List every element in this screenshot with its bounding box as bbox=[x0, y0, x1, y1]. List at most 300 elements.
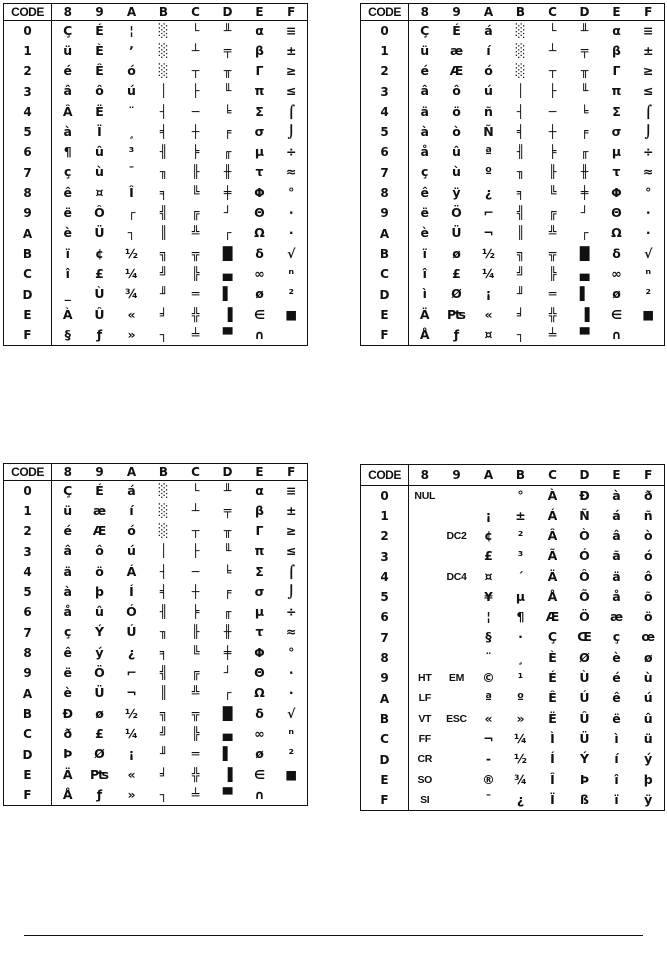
row-code: A bbox=[4, 683, 52, 703]
row-code: 1 bbox=[361, 41, 409, 61]
char-cell: ▐ bbox=[579, 306, 590, 322]
char-cell: ╠ bbox=[548, 265, 557, 281]
char-cell: ╞ bbox=[191, 144, 200, 160]
char-cell bbox=[409, 567, 441, 587]
char-cell: ╡ bbox=[516, 123, 525, 139]
char-cell: Ù bbox=[579, 670, 590, 686]
char-cell: ⌠ bbox=[287, 103, 296, 119]
char-cell bbox=[409, 526, 441, 546]
char-cell: ┐ bbox=[516, 326, 525, 342]
char-cell: ë bbox=[420, 205, 429, 221]
char-cell: Ω bbox=[254, 685, 265, 701]
char-cell: ó bbox=[127, 62, 136, 78]
char-cell: ╣ bbox=[159, 665, 168, 681]
char-cell: ╗ bbox=[159, 245, 168, 261]
char-cell: ï bbox=[65, 245, 70, 261]
char-cell bbox=[409, 628, 441, 648]
char-cell: ¸ bbox=[128, 123, 135, 139]
char-cell: ç bbox=[421, 164, 429, 180]
char-cell: ° bbox=[288, 644, 295, 660]
char-cell: Ü bbox=[94, 225, 105, 241]
char-cell: ≡ bbox=[286, 482, 297, 498]
char-cell: ╒ bbox=[223, 123, 232, 139]
char-cell: Á bbox=[126, 563, 137, 579]
table-row bbox=[361, 203, 665, 223]
char-cell: ß bbox=[580, 791, 589, 807]
char-cell: √ bbox=[644, 245, 653, 261]
table-row bbox=[4, 61, 308, 81]
table-row bbox=[4, 683, 308, 703]
char-cell: Ø bbox=[579, 649, 590, 665]
char-cell: Ú bbox=[126, 624, 137, 640]
char-cell: É bbox=[548, 670, 557, 686]
row-code: F bbox=[361, 325, 409, 345]
char-cell: ¡ bbox=[485, 507, 492, 523]
char-cell: ¶ bbox=[516, 609, 525, 625]
row-code: 1 bbox=[361, 506, 409, 526]
char-cell: ∙ bbox=[645, 205, 651, 221]
char-cell: Ø bbox=[451, 286, 462, 302]
table-row bbox=[361, 709, 665, 729]
char-cell: þ bbox=[95, 583, 104, 599]
char-cell bbox=[633, 325, 665, 345]
column-header: 9 bbox=[441, 4, 473, 21]
code-table-4 bbox=[360, 464, 665, 811]
char-cell: ┘ bbox=[580, 205, 589, 221]
char-cell: Î bbox=[550, 771, 555, 787]
char-cell: ó bbox=[643, 548, 653, 564]
column-header: C bbox=[537, 465, 569, 486]
char-cell: ╦ bbox=[191, 705, 200, 721]
char-cell: Þ bbox=[63, 746, 73, 762]
char-cell: ¿ bbox=[516, 791, 525, 807]
char-cell: « bbox=[127, 766, 136, 782]
table-row bbox=[4, 724, 308, 744]
char-cell: Û bbox=[94, 306, 105, 322]
char-cell: ¾ bbox=[514, 771, 527, 787]
char-cell: ╛ bbox=[159, 766, 168, 782]
table-row bbox=[4, 102, 308, 122]
char-cell: ʼ bbox=[129, 42, 134, 58]
char-cell: ð bbox=[63, 725, 73, 741]
char-cell: â bbox=[63, 543, 72, 559]
char-cell: ø bbox=[612, 286, 621, 302]
char-cell: ± bbox=[515, 507, 526, 523]
char-cell: ê bbox=[63, 184, 72, 200]
char-cell: Ω bbox=[611, 225, 622, 241]
char-cell: ƒ bbox=[453, 326, 460, 342]
column-header: 8 bbox=[409, 465, 441, 486]
table-row bbox=[361, 244, 665, 264]
char-cell bbox=[409, 546, 441, 566]
char-cell: ¬ bbox=[483, 225, 494, 241]
char-cell: ó bbox=[484, 62, 493, 78]
char-cell: ÷ bbox=[643, 144, 654, 160]
row-code: 1 bbox=[4, 41, 52, 61]
char-cell: ý bbox=[644, 751, 653, 767]
char-cell: ╘ bbox=[223, 563, 232, 579]
char-cell: ∞ bbox=[254, 265, 265, 281]
char-cell: δ bbox=[255, 245, 264, 261]
row-code: E bbox=[361, 305, 409, 325]
char-cell: § bbox=[64, 326, 71, 342]
table-row bbox=[4, 785, 308, 805]
char-cell: è bbox=[63, 225, 72, 241]
char-cell: ¡ bbox=[128, 746, 135, 762]
char-cell: ░ bbox=[158, 22, 169, 38]
char-cell: ╡ bbox=[159, 583, 168, 599]
char-cell: ░ bbox=[515, 42, 526, 58]
char-cell: ╥ bbox=[580, 62, 589, 78]
row-code: 2 bbox=[4, 521, 52, 541]
char-cell: Ü bbox=[579, 730, 590, 746]
char-cell: Á bbox=[547, 507, 558, 523]
char-cell: ï bbox=[422, 245, 427, 261]
column-header: F bbox=[276, 464, 308, 481]
char-cell: ╥ bbox=[223, 62, 232, 78]
char-cell: ≈ bbox=[286, 164, 297, 180]
row-code: A bbox=[4, 223, 52, 243]
char-cell: └ bbox=[191, 482, 200, 498]
char-cell: á bbox=[612, 507, 621, 523]
char-cell: ê bbox=[612, 690, 621, 706]
char-cell: ó bbox=[127, 522, 136, 538]
char-cell: ├ bbox=[191, 83, 200, 99]
char-cell: ½ bbox=[514, 751, 527, 767]
char-cell: ─ bbox=[548, 103, 557, 119]
char-cell: ê bbox=[63, 644, 72, 660]
char-cell: æ bbox=[609, 609, 624, 625]
table-row bbox=[361, 546, 665, 566]
char-cell: δ bbox=[612, 245, 621, 261]
char-cell: Ü bbox=[94, 685, 105, 701]
char-cell: ö bbox=[452, 103, 461, 119]
char-cell: ╛ bbox=[516, 306, 525, 322]
column-header: A bbox=[473, 465, 505, 486]
char-cell: Ç bbox=[420, 22, 430, 38]
row-code: 6 bbox=[4, 602, 52, 622]
char-cell: ╟ bbox=[191, 624, 200, 640]
char-cell: â bbox=[63, 83, 72, 99]
char-cell: ╜ bbox=[159, 746, 168, 762]
char-cell: À bbox=[547, 487, 558, 503]
char-cell: ¼ bbox=[125, 265, 138, 281]
char-cell: « bbox=[127, 306, 136, 322]
table-row bbox=[361, 183, 665, 203]
char-cell: Æ bbox=[449, 62, 464, 78]
char-cell: ò bbox=[452, 123, 461, 139]
row-code: 0 bbox=[4, 481, 52, 501]
char-cell: ─ bbox=[191, 563, 200, 579]
char-cell: µ bbox=[254, 604, 265, 620]
char-cell: ╞ bbox=[191, 604, 200, 620]
char-cell: ╒ bbox=[223, 583, 232, 599]
row-code: C bbox=[361, 264, 409, 284]
char-cell: ▄ bbox=[222, 725, 233, 741]
char-cell: £ bbox=[95, 265, 104, 281]
char-cell: « bbox=[484, 710, 493, 726]
char-cell: ╢ bbox=[159, 604, 168, 620]
char-cell: Ï bbox=[550, 791, 555, 807]
char-cell: ã bbox=[612, 548, 621, 564]
char-cell: É bbox=[452, 22, 461, 38]
row-code: C bbox=[4, 724, 52, 744]
char-cell: ┌ bbox=[127, 205, 136, 221]
char-cell bbox=[441, 770, 473, 790]
char-cell: · bbox=[645, 225, 651, 241]
row-code: 0 bbox=[361, 486, 409, 506]
char-cell: ¡ bbox=[485, 286, 492, 302]
char-cell bbox=[409, 648, 441, 668]
char-cell: ╩ bbox=[191, 225, 200, 241]
char-cell: π bbox=[254, 543, 265, 559]
char-cell: û bbox=[643, 710, 653, 726]
char-cell: Θ bbox=[611, 205, 622, 221]
char-cell: ≥ bbox=[643, 62, 654, 78]
column-header: D bbox=[569, 465, 601, 486]
row-code: 9 bbox=[4, 203, 52, 223]
char-cell: É bbox=[95, 482, 104, 498]
char-cell: ╬ bbox=[548, 306, 557, 322]
code-header: CODE bbox=[361, 4, 409, 21]
char-cell: þ bbox=[643, 771, 653, 787]
char-cell: ▌ bbox=[222, 746, 233, 762]
table-row bbox=[361, 163, 665, 183]
char-cell bbox=[441, 648, 473, 668]
char-cell: ∞ bbox=[611, 265, 622, 281]
code-header: CODE bbox=[361, 465, 409, 486]
char-cell: Ç bbox=[63, 482, 73, 498]
char-cell: ▌ bbox=[579, 286, 590, 302]
char-cell: Ó bbox=[579, 548, 590, 564]
char-cell: ô bbox=[95, 543, 104, 559]
char-cell: ¥ bbox=[484, 588, 493, 604]
table-row bbox=[361, 21, 665, 41]
char-cell: « bbox=[484, 306, 493, 322]
char-cell: _ bbox=[64, 286, 71, 302]
char-cell: ô bbox=[452, 83, 461, 99]
row-code: 4 bbox=[4, 102, 52, 122]
row-code: F bbox=[361, 790, 409, 810]
table-row bbox=[4, 325, 308, 345]
row-code: C bbox=[4, 264, 52, 284]
char-cell: ⌠ bbox=[287, 563, 296, 579]
char-cell: Ê bbox=[548, 690, 557, 706]
column-header: 8 bbox=[52, 4, 84, 21]
char-cell: Ñ bbox=[579, 507, 590, 523]
char-cell: ⌠ bbox=[644, 103, 653, 119]
char-cell: ü bbox=[63, 42, 73, 58]
char-cell: ╢ bbox=[159, 144, 168, 160]
char-cell: │ bbox=[159, 83, 168, 99]
char-cell: Ö bbox=[94, 665, 105, 681]
char-cell: ▐ bbox=[222, 766, 233, 782]
code-header: CODE bbox=[4, 4, 52, 21]
row-code: 0 bbox=[361, 21, 409, 41]
char-cell: Ù bbox=[94, 286, 105, 302]
char-cell: û bbox=[95, 604, 104, 620]
char-cell: └ bbox=[548, 22, 557, 38]
char-cell bbox=[441, 628, 473, 648]
char-cell bbox=[441, 729, 473, 749]
char-cell: Γ bbox=[255, 62, 264, 78]
char-cell: µ bbox=[515, 588, 526, 604]
char-cell: ç bbox=[64, 164, 72, 180]
char-cell: ⁿ bbox=[288, 265, 295, 281]
row-code: 9 bbox=[4, 663, 52, 683]
char-cell: ╨ bbox=[223, 482, 232, 498]
table-row bbox=[4, 264, 308, 284]
char-cell: ┬ bbox=[191, 62, 200, 78]
char-cell: ú bbox=[127, 83, 136, 99]
column-header: B bbox=[505, 465, 537, 486]
column-header: 8 bbox=[409, 4, 441, 21]
char-cell: © bbox=[482, 670, 495, 686]
table-row bbox=[4, 643, 308, 663]
row-code: 7 bbox=[361, 628, 409, 648]
char-cell: ╠ bbox=[191, 725, 200, 741]
char-cell: ≤ bbox=[286, 83, 297, 99]
char-cell: ü bbox=[63, 502, 73, 518]
row-code: 5 bbox=[4, 122, 52, 142]
char-cell: ¨ bbox=[485, 649, 492, 665]
column-header: C bbox=[180, 4, 212, 21]
char-cell: ¶ bbox=[63, 144, 72, 160]
char-cell: ░ bbox=[158, 62, 169, 78]
char-cell: SI bbox=[420, 793, 430, 806]
char-cell: ▄ bbox=[579, 265, 590, 281]
char-cell: ─ bbox=[191, 103, 200, 119]
char-cell: Σ bbox=[255, 103, 264, 119]
row-code: 7 bbox=[361, 163, 409, 183]
char-cell: å bbox=[612, 588, 621, 604]
char-cell: █ bbox=[222, 705, 233, 721]
char-cell: Ô bbox=[94, 205, 105, 221]
char-cell: ± bbox=[286, 502, 297, 518]
table-row bbox=[4, 203, 308, 223]
row-code: 1 bbox=[4, 501, 52, 521]
char-cell: ä bbox=[420, 103, 429, 119]
code-table-2 bbox=[360, 3, 665, 346]
char-cell: ï bbox=[614, 791, 619, 807]
char-cell: Φ bbox=[254, 644, 265, 660]
table-row bbox=[4, 163, 308, 183]
char-cell: ₧ bbox=[90, 766, 109, 782]
char-cell: ¢ bbox=[95, 245, 104, 261]
char-cell: Ë bbox=[548, 710, 557, 726]
column-header: B bbox=[148, 4, 180, 21]
char-cell: ╨ bbox=[223, 22, 232, 38]
column-header: 9 bbox=[441, 465, 473, 486]
footer-rule bbox=[24, 935, 643, 936]
char-cell: ä bbox=[612, 568, 621, 584]
char-cell: é bbox=[63, 62, 72, 78]
char-cell: ┤ bbox=[516, 103, 525, 119]
column-header: D bbox=[569, 4, 601, 21]
char-cell: ä bbox=[63, 563, 72, 579]
row-code: 4 bbox=[361, 102, 409, 122]
char-cell: ┴ bbox=[191, 502, 200, 518]
char-cell: ═ bbox=[191, 746, 200, 762]
column-header: 9 bbox=[84, 464, 116, 481]
table-row bbox=[4, 663, 308, 683]
char-cell: Ë bbox=[95, 103, 104, 119]
char-cell: ╛ bbox=[159, 306, 168, 322]
char-cell: ESC bbox=[446, 712, 467, 725]
char-cell: å bbox=[63, 604, 72, 620]
row-code: D bbox=[361, 284, 409, 304]
table-row bbox=[4, 582, 308, 602]
char-cell: ═ bbox=[548, 286, 557, 302]
char-cell: ø bbox=[452, 245, 461, 261]
char-cell: Γ bbox=[255, 522, 264, 538]
char-cell: σ bbox=[611, 123, 622, 139]
char-cell: ¼ bbox=[482, 265, 495, 281]
char-cell: ≥ bbox=[286, 62, 297, 78]
char-cell: £ bbox=[484, 548, 493, 564]
column-header: F bbox=[633, 465, 665, 486]
char-cell: ¢ bbox=[484, 527, 493, 543]
char-cell: ³ bbox=[128, 144, 135, 160]
char-cell: î bbox=[422, 265, 427, 281]
char-cell: ╧ bbox=[191, 786, 200, 802]
char-cell: ╓ bbox=[580, 144, 589, 160]
char-cell: ú bbox=[484, 83, 493, 99]
char-cell: Ç bbox=[63, 22, 73, 38]
char-cell: ∩ bbox=[254, 786, 265, 802]
char-cell: è bbox=[612, 649, 621, 665]
char-cell: » bbox=[516, 710, 525, 726]
char-cell: ° bbox=[517, 487, 524, 503]
char-cell: ° bbox=[288, 184, 295, 200]
table-row bbox=[4, 244, 308, 264]
char-cell: ┼ bbox=[191, 583, 200, 599]
char-cell: ± bbox=[643, 42, 654, 58]
char-cell: ╝ bbox=[516, 265, 525, 281]
char-cell: α bbox=[612, 22, 621, 38]
char-cell: ╓ bbox=[223, 144, 232, 160]
char-cell: ² bbox=[645, 286, 651, 302]
char-cell: ø bbox=[255, 286, 264, 302]
table-row bbox=[361, 526, 665, 546]
table-row bbox=[361, 81, 665, 101]
char-cell: Â bbox=[62, 103, 73, 119]
char-cell: Ä bbox=[62, 766, 73, 782]
char-cell: ╕ bbox=[159, 184, 168, 200]
char-cell: ¼ bbox=[125, 725, 138, 741]
char-cell: ¼ bbox=[514, 730, 527, 746]
char-cell: ƒ bbox=[96, 786, 103, 802]
char-cell: ╦ bbox=[548, 245, 557, 261]
row-code: D bbox=[4, 284, 52, 304]
char-cell: ▀ bbox=[222, 326, 233, 342]
char-cell: ╘ bbox=[580, 103, 589, 119]
char-cell: ò bbox=[643, 527, 653, 543]
char-cell: ø bbox=[95, 705, 104, 721]
char-cell: ┐ bbox=[127, 225, 136, 241]
char-cell: ┬ bbox=[191, 522, 200, 538]
row-code: 5 bbox=[361, 122, 409, 142]
char-cell: Ä bbox=[419, 306, 430, 322]
char-cell: õ bbox=[643, 588, 653, 604]
char-cell: HT bbox=[418, 672, 432, 685]
char-cell: ▄ bbox=[222, 265, 233, 281]
table-row bbox=[361, 61, 665, 81]
column-header: B bbox=[148, 464, 180, 481]
char-cell: ╢ bbox=[516, 144, 525, 160]
char-cell: ╕ bbox=[159, 644, 168, 660]
char-cell: ù bbox=[452, 164, 461, 180]
